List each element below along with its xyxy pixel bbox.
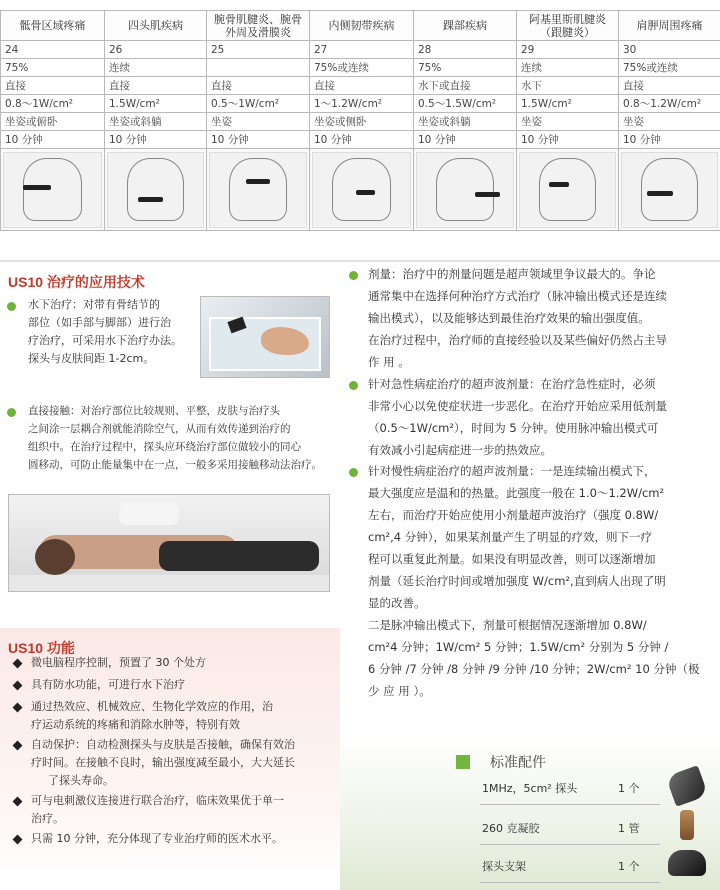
text-line: cm²,4 分钟），如果某剂量产生了明显的疗效，则下一疗 <box>368 530 653 544</box>
body-illustration <box>416 152 514 228</box>
tech-title: US10 治疗的应用技术 <box>8 274 145 290</box>
table-cell: 29 <box>517 41 619 59</box>
body-illustration-cell <box>310 149 414 231</box>
function-item <box>14 830 283 848</box>
accessories-title: 标准配件 <box>490 755 546 771</box>
table-cell: 75% <box>1 59 105 77</box>
table-header: 四头肌疾病 <box>105 11 207 41</box>
body-illustration-cell <box>105 149 207 231</box>
table-cell: 26 <box>105 41 207 59</box>
table-cell: 0.8～1.2W/cm² <box>619 95 720 113</box>
chronic-dose-paragraph <box>368 460 718 614</box>
accessory-name: 1MHz，5cm² 探头 <box>482 782 578 795</box>
gel-bottle-icon <box>680 810 694 840</box>
table-cell: 10 分钟 <box>517 131 619 149</box>
body-illustration-cell <box>619 149 720 231</box>
bullet-dot-icon <box>349 271 358 280</box>
text-line: 微电脑程序控制，预置了 30 个处方 <box>31 656 206 669</box>
table-cell: 直接 <box>105 77 207 95</box>
table-row <box>1 41 720 59</box>
table-cell: 75%或连续 <box>310 59 414 77</box>
table-cell: 10 分钟 <box>310 131 414 149</box>
text-line: 非常小心以免使症状进一步恶化。在治疗开始应采用低剂量 <box>368 399 667 413</box>
table-cell: 10 分钟 <box>105 131 207 149</box>
table-cell: 75% <box>414 59 517 77</box>
table-row <box>1 95 720 113</box>
body-illustration-cell <box>517 149 619 231</box>
text-line: 治疗。 <box>31 812 64 825</box>
body-illustration <box>3 152 102 228</box>
text-line: 了探头寿命。 <box>48 774 114 787</box>
probe-icon <box>23 185 50 190</box>
text-line: 探头与皮肤间距 1-2cm。 <box>28 352 155 365</box>
function-item <box>14 736 295 790</box>
table-cell: 直接 <box>207 77 310 95</box>
text-line: 显的改善。 <box>368 596 426 610</box>
table-cell: 坐姿或侧卧 <box>310 113 414 131</box>
table-cell: 坐姿 <box>207 113 310 131</box>
probe-icon <box>549 182 570 187</box>
table-header: 踝部疾病 <box>414 11 517 41</box>
table-cell: 坐姿 <box>619 113 720 131</box>
function-item <box>14 698 273 734</box>
text-line: 输出模式），以及能够达到最佳治疗效果的输出强度值。 <box>368 311 650 325</box>
acute-dose-paragraph <box>368 373 718 461</box>
table-cell: 0.5～1W/cm² <box>207 95 310 113</box>
text-line: 针对慢性病症治疗的超声波剂量：一是连续输出模式下， <box>368 464 656 478</box>
table-header: 阿基里斯肌腱炎（跟腱炎） <box>517 11 619 41</box>
text-line: 剂量：治疗中的剂量问题是超声领域里争议最大的。争论 <box>368 267 656 281</box>
table-cell: 75%或连续 <box>619 59 720 77</box>
body-illustration <box>107 152 204 228</box>
direct-contact-text <box>28 402 338 474</box>
direct-contact-photo <box>8 494 330 592</box>
text-line: 剂量（延长治疗时间或增加强度 W/cm²,直到病人出现了明 <box>368 574 666 588</box>
table-cell: 30 <box>619 41 720 59</box>
function-item <box>14 676 185 694</box>
table-cell: 25 <box>207 41 310 59</box>
pulse-dose-paragraph <box>368 614 718 702</box>
function-item <box>14 792 284 828</box>
probe-holder-icon <box>668 850 706 876</box>
text-line: 只需 10 分钟，充分体现了专业治疗师的医术水平。 <box>31 832 283 845</box>
function-item <box>14 654 206 672</box>
text-line: 部位（如手部与脚部）进行治 <box>28 316 171 329</box>
bullet-dot-icon <box>7 302 16 311</box>
section-divider <box>0 260 720 262</box>
probe-icon <box>138 197 163 202</box>
text-line: 疗运动系统的疼痛和消除水肿等，特别有效 <box>31 718 240 731</box>
table-cell: 坐姿 <box>517 113 619 131</box>
accessory-qty: 1 个 <box>618 860 640 873</box>
table-cell: 24 <box>1 41 105 59</box>
table-cell: 1～1.2W/cm² <box>310 95 414 113</box>
probe-icon <box>647 191 674 196</box>
underwater-photo <box>200 296 330 378</box>
table-cell: 连续 <box>517 59 619 77</box>
table-cell: 0.5～1.5W/cm² <box>414 95 517 113</box>
text-line: 有效减小引起病症进一步的热效应。 <box>368 443 552 457</box>
dose-paragraph <box>368 263 718 373</box>
probe-icon <box>475 192 500 197</box>
text-line: cm²4 分钟；1W/cm² 5 分钟；1.5W/cm² 分别为 5 分钟 / <box>368 640 669 654</box>
table-header: 腕骨肌腱炎、腕骨外周及滑膜炎 <box>207 11 310 41</box>
text-line: 圆移动，可防止能量集中在一点，一般多采用接触移动法治疗。 <box>28 459 322 471</box>
text-line: 二是脉冲输出模式下，剂量可根据情况逐渐增加 0.8W/ <box>368 618 647 632</box>
accessory-name: 260 克凝胶 <box>482 822 540 835</box>
table-row <box>1 113 720 131</box>
table-cell: 10 分钟 <box>619 131 720 149</box>
body-illustration-cell <box>414 149 517 231</box>
text-line: 可与电刺激仪连接进行联合治疗，临床效果优于单一 <box>31 794 284 807</box>
bullet-dot-icon <box>349 381 358 390</box>
text-line: 针对急性病症治疗的超声波剂量：在治疗急性症时，必须 <box>368 377 656 391</box>
text-line: 程可以重复此剂量。如果没有明显改善，则可以逐渐增加 <box>368 552 656 566</box>
body-illustration <box>519 152 616 228</box>
table-cell: 水下 <box>517 77 619 95</box>
text-line: 直接接触：对治疗部位比较规则、平整，皮肤与治疗头 <box>28 405 280 417</box>
text-line: 通常集中在选择何种治疗方式治疗（脉冲输出模式还是连续 <box>368 289 667 303</box>
body-illustration-cell <box>1 149 105 231</box>
text-line: 作 用 。 <box>368 355 410 369</box>
bullet-dot-icon <box>7 408 16 417</box>
table-cell: 直接 <box>310 77 414 95</box>
body-illustration <box>209 152 307 228</box>
table-cell: 连续 <box>105 59 207 77</box>
table-cell: 坐姿或俯卧 <box>1 113 105 131</box>
text-line: 少 应 用 ）。 <box>368 684 431 698</box>
accessory-divider <box>480 844 660 845</box>
table-cell: 直接 <box>619 77 720 95</box>
table-cell: 坐姿或斜躺 <box>414 113 517 131</box>
table-cell: 坐姿或斜躺 <box>105 113 207 131</box>
text-line: 自动保护：自动检测探头与皮肤是否接触，确保有效治 <box>31 738 295 751</box>
table-header: 骶骨区域疼痛 <box>1 11 105 41</box>
table-cell: 1.5W/cm² <box>105 95 207 113</box>
body-illustration <box>621 152 718 228</box>
text-line: 组织中。在治疗过程中，探头应环绕治疗部位做较小的同心 <box>28 441 301 453</box>
text-line: 疗时间。在接触不良时，输出强度减至最小，大大延长 <box>31 756 295 769</box>
underwater-text <box>28 296 198 368</box>
text-line: 疗治疗，可采用水下治疗办法。 <box>28 334 182 347</box>
table-cell: 1.5W/cm² <box>517 95 619 113</box>
table-row <box>1 131 720 149</box>
text-line: （0.5～1W/cm²），时间为 5 分钟。使用脉冲输出模式可 <box>368 421 659 435</box>
text-line: 最大强度应是温和的热量。此强度一般在 1.0～1.2W/cm² <box>368 486 665 500</box>
accessory-qty: 1 管 <box>618 822 640 835</box>
table-cell: 28 <box>414 41 517 59</box>
functions-panel <box>0 628 340 890</box>
text-line: 水下治疗：对带有骨结节的 <box>28 298 160 311</box>
text-line: 通过热效应、机械效应、生物化学效应的作用，治 <box>31 700 273 713</box>
text-line: 6 分钟 /7 分钟 /8 分钟 /9 分钟 /10 分钟；2W/cm² 10 分钟（极 <box>368 662 700 676</box>
table-cell: 水下或直接 <box>414 77 517 95</box>
table-cell <box>207 59 310 77</box>
table-cell: 直接 <box>1 77 105 95</box>
probe-icon <box>246 179 269 184</box>
table-header: 内侧韧带疾病 <box>310 11 414 41</box>
text-line: 之间涂一层耦合剂就能消除空气，从而有效传递到治疗的 <box>28 423 291 435</box>
text-line: 在治疗过程中，治疗师的直接经验以及某些偏好仍然占主导 <box>368 333 667 347</box>
functions-title: US10 功能 <box>8 640 75 656</box>
table-cell: 0.8～1W/cm² <box>1 95 105 113</box>
text-line: 左右，而治疗开始应使用小剂量超声波治疗（强度 0.8W/ <box>368 508 659 522</box>
probe-icon <box>356 190 375 195</box>
accessory-qty: 1 个 <box>618 782 640 795</box>
text-line: 具有防水功能，可进行水下治疗 <box>31 678 185 691</box>
table-cell: 10 分钟 <box>1 131 105 149</box>
table-cell: 10 分钟 <box>414 131 517 149</box>
body-illustration <box>312 152 411 228</box>
table-header: 肩胛周围疼痛 <box>619 11 720 41</box>
accessories-square-icon <box>456 755 470 769</box>
table-cell: 27 <box>310 41 414 59</box>
table-cell: 10 分钟 <box>207 131 310 149</box>
body-illustration-cell <box>207 149 310 231</box>
bullet-dot-icon <box>349 468 358 477</box>
table-row <box>1 59 720 77</box>
accessory-name: 探头支架 <box>482 860 526 873</box>
accessory-divider <box>480 882 660 883</box>
accessory-divider <box>480 804 660 805</box>
treatment-table <box>0 10 720 231</box>
table-row <box>1 77 720 95</box>
